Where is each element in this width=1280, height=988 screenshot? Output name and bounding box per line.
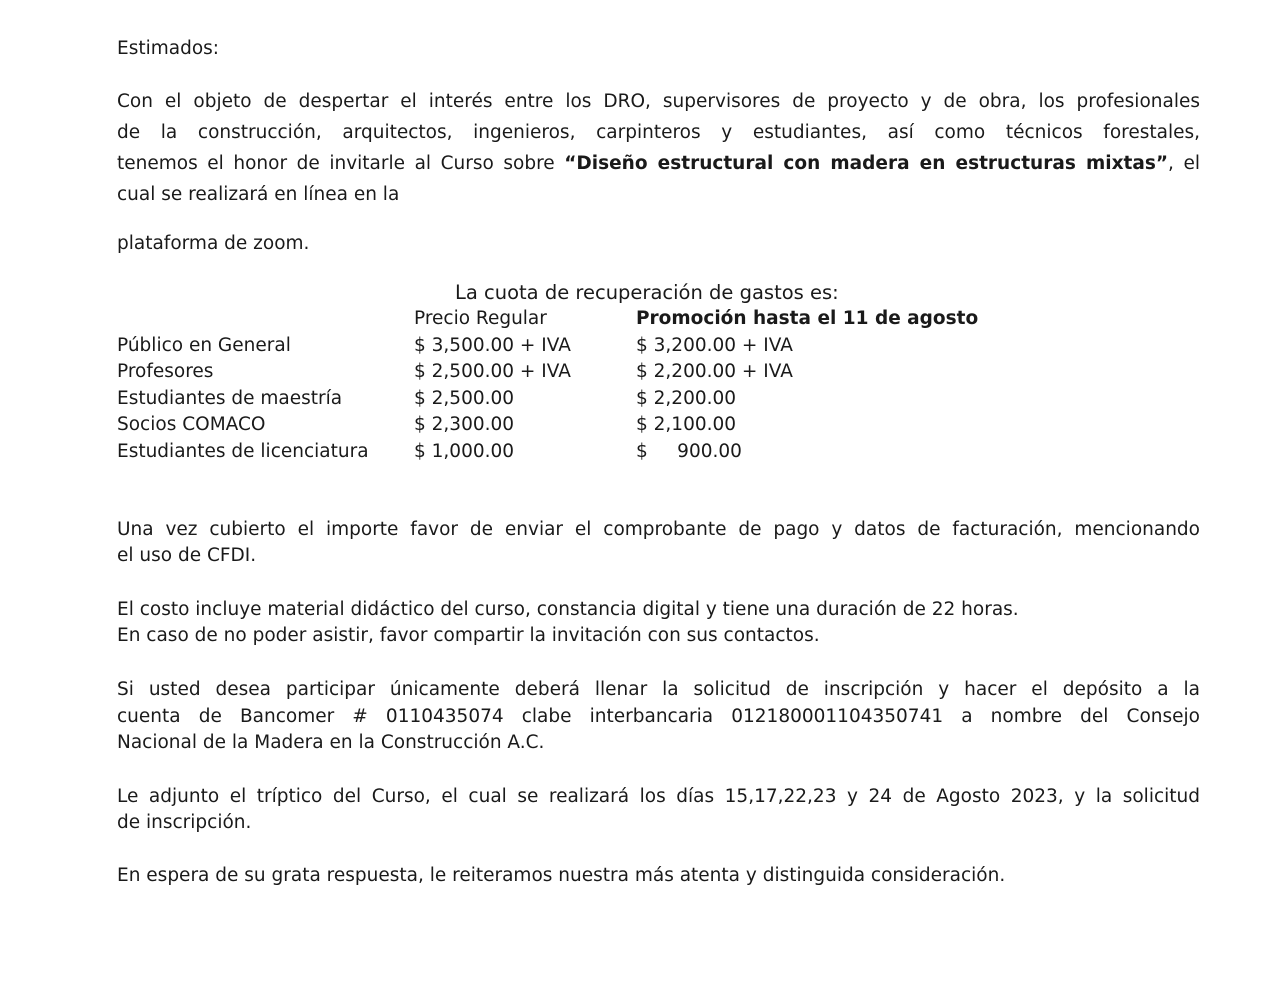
deposit-line-2: cuenta de Bancomer # 0110435074 clabe interbancaria 012180001104350741 a nombre del Consejo (117, 705, 1200, 727)
attachment-line-2: de inscripción. (117, 812, 252, 833)
course-title: “Diseño estructural con madera en estructuras mixtas” (564, 153, 1169, 174)
fee-promo: $ 3,200.00 + IVA (636, 334, 793, 356)
includes-line-1: El costo incluye material didáctico del curso, constancia digital y tiene una duración de 22 horas. (117, 599, 1019, 620)
fee-promo: $ 2,200.00 (636, 387, 737, 409)
deposit-line-1: Si usted desea participar únicamente deberá llenar la solicitud de inscripción y hacer el depósito a la (117, 679, 1200, 700)
fee-regular: $ 2,300.00 (414, 414, 515, 435)
fees-title: La cuota de recuperación de gastos es: (455, 281, 839, 304)
payment-paragraph (117, 517, 1200, 569)
fee-promo: $ 2,100.00 (636, 414, 737, 435)
fee-regular: $ 3,500.00 + IVA (414, 334, 571, 356)
intro-line-3 (117, 148, 1200, 179)
fee-regular: $ 2,500.00 (414, 387, 515, 409)
fee-regular: $ 1,000.00 (414, 440, 515, 462)
col-promo-header: Promoción hasta el 11 de agosto (636, 308, 979, 329)
fee-promo: $ 2,200.00 + IVA (636, 361, 793, 382)
attachment-paragraph (117, 784, 1200, 836)
intro-line-2: de la construcción, arquitectos, ingenieros, carpinteros y estudiantes, así como técnicos forestales, (117, 122, 1200, 143)
intro-line-3-start: tenemos el honor de invitarle al Curso sobre (117, 153, 565, 174)
intro-paragraph (117, 86, 1200, 210)
payment-line-1: Una vez cubierto el importe favor de enviar el comprobante de pago y datos de facturación, mencionando (117, 519, 1200, 540)
fee-category: Estudiantes de maestría (117, 387, 343, 409)
fee-category: Público en General (117, 334, 291, 356)
fee-category: Profesores (117, 361, 214, 382)
intro-line-1: Con el objeto de despertar el interés entre los DRO, supervisores de proyecto y de obra, los profesionales (117, 91, 1200, 112)
intro-line-3-end: , el (1168, 153, 1200, 174)
fee-category: Socios COMACO (117, 414, 266, 435)
attachment-line-1: Le adjunto el tríptico del Curso, el cual se realizará los días 15,17,22,23 y 24 de Agosto 2023, y la solicitud (117, 786, 1200, 807)
intro-line-5: plataforma de zoom. (117, 233, 310, 254)
deposit-paragraph (117, 677, 1200, 757)
closing: En espera de su grata respuesta, le reiteramos nuestra más atenta y distinguida consideración. (117, 865, 1006, 886)
fee-promo: $ 900.00 (636, 440, 742, 462)
intro-line-4: cual se realizará en línea en la (117, 184, 400, 205)
col-regular-header: Precio Regular (414, 308, 547, 329)
payment-line-2: el uso de CFDI. (117, 545, 257, 566)
includes-line-2: En caso de no poder asistir, favor compartir la invitación con sus contactos. (117, 625, 820, 646)
fee-regular: $ 2,500.00 + IVA (414, 361, 571, 382)
deposit-line-3: Nacional de la Madera en la Construcción A.C. (117, 732, 545, 753)
greeting: Estimados: (117, 38, 220, 59)
includes-paragraph (117, 597, 1200, 649)
fee-category: Estudiantes de licenciatura (117, 440, 369, 462)
